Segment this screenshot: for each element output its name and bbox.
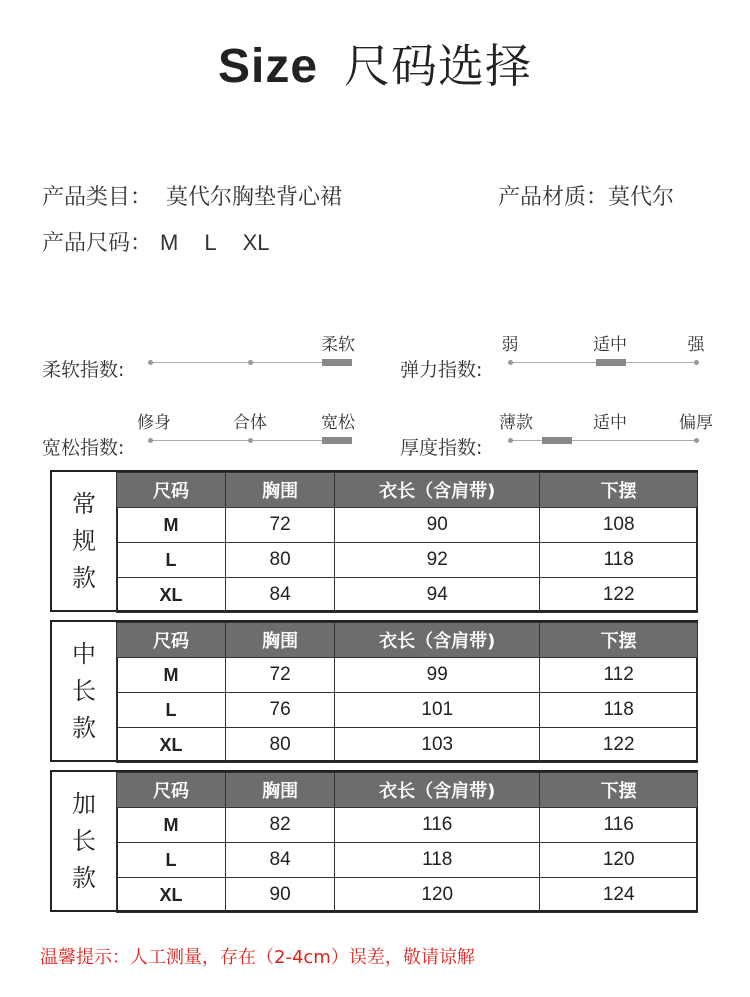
measurement-cell: 124 [540, 878, 698, 913]
style-label-char: 规 [72, 526, 96, 555]
index-tick: 薄款 [499, 413, 533, 433]
index-tick: 修身 [137, 413, 171, 433]
table-row [117, 728, 698, 763]
table-style-label [52, 772, 118, 910]
measurement-cell: 122 [540, 728, 698, 763]
measurement-cell: 76 [226, 693, 335, 728]
size-table [116, 472, 698, 613]
index-level-mark [322, 437, 352, 444]
measurement-cell: 120 [335, 878, 540, 913]
index-tick: 适中 [593, 335, 627, 355]
index-dot [248, 438, 253, 443]
column-header: 尺码 [117, 623, 226, 658]
size-option: L [204, 230, 217, 255]
size-cell: XL [117, 878, 226, 913]
table-header-row [117, 773, 698, 808]
softness-index [42, 328, 362, 388]
index-name: 柔软指数: [42, 359, 125, 381]
style-label-char: 款 [72, 713, 96, 742]
measurement-cell: 90 [335, 508, 540, 543]
index-tick: 适中 [593, 413, 627, 433]
measurement-cell: 92 [335, 543, 540, 578]
measurement-cell: 80 [226, 728, 335, 763]
column-header: 衣长（含肩带) [335, 773, 540, 808]
index-level-mark [596, 359, 626, 366]
index-name: 宽松指数: [42, 437, 125, 459]
style-label-char: 款 [72, 563, 96, 592]
table-row [117, 508, 698, 543]
index-dot [694, 438, 699, 443]
index-tick: 弱 [501, 335, 519, 355]
size-cell: L [117, 693, 226, 728]
size-cell: L [117, 843, 226, 878]
measurement-note: 温馨提示：人工测量，存在（2-4cm）误差，敬请谅解 [40, 947, 475, 968]
measurement-cell: 118 [540, 693, 698, 728]
style-label-char: 款 [72, 863, 96, 892]
measurement-cell: 80 [226, 543, 335, 578]
table-row [117, 578, 698, 613]
measurement-cell: 101 [335, 693, 540, 728]
measurement-cell: 90 [226, 878, 335, 913]
size-table-block [50, 470, 698, 612]
column-header: 胸围 [226, 473, 335, 508]
size-cell: M [117, 658, 226, 693]
size-table-block [50, 770, 698, 912]
category-label: 产品类目： [42, 185, 153, 210]
table-row [117, 808, 698, 843]
style-label-char: 中 [72, 639, 96, 668]
index-dot [694, 360, 699, 365]
index-dot [148, 438, 153, 443]
table-row [117, 693, 698, 728]
measurement-cell: 84 [226, 578, 335, 613]
table-header-row [117, 623, 698, 658]
column-header: 衣长（含肩带) [335, 623, 540, 658]
table-header-row [117, 473, 698, 508]
index-tick: 柔软 [321, 335, 355, 355]
measurement-cell: 82 [226, 808, 335, 843]
size-option: XL [242, 230, 270, 255]
measurement-cell: 108 [540, 508, 698, 543]
index-track [510, 440, 696, 441]
measurement-cell: 118 [335, 843, 540, 878]
measurement-cell: 112 [540, 658, 698, 693]
table-row [117, 878, 698, 913]
index-tick: 强 [687, 335, 705, 355]
size-table-block [50, 620, 698, 762]
measurement-cell: 116 [335, 808, 540, 843]
measurement-cell: 99 [335, 658, 540, 693]
size-table [116, 772, 698, 913]
measurement-cell: 122 [540, 578, 698, 613]
style-label-char: 长 [72, 826, 96, 855]
index-dot [248, 360, 253, 365]
measurement-cell: 84 [226, 843, 335, 878]
table-row [117, 658, 698, 693]
measurement-cell: 118 [540, 543, 698, 578]
material-info [498, 180, 674, 211]
size-info [42, 226, 296, 257]
size-option: M [160, 230, 179, 255]
size-cell: XL [117, 578, 226, 613]
style-label-char: 长 [72, 676, 96, 705]
index-tick: 偏厚 [679, 413, 713, 433]
index-tick: 宽松 [321, 413, 355, 433]
material-label: 产品材质： [498, 185, 609, 210]
index-dot [508, 360, 513, 365]
style-label-char: 加 [72, 789, 96, 818]
thickness-index [400, 406, 720, 466]
page-title [0, 30, 750, 96]
title-en: Size [217, 40, 319, 93]
column-header: 衣长（含肩带) [335, 473, 540, 508]
index-dot [148, 360, 153, 365]
style-label-char: 常 [72, 489, 96, 518]
measurement-cell: 103 [335, 728, 540, 763]
index-dot [508, 438, 513, 443]
table-style-label [52, 622, 118, 760]
measurement-cell: 120 [540, 843, 698, 878]
size-table [116, 622, 698, 763]
index-level-mark [322, 359, 352, 366]
measurement-cell: 72 [226, 508, 335, 543]
column-header: 胸围 [226, 773, 335, 808]
table-style-label [52, 472, 118, 610]
table-row [117, 843, 698, 878]
measurement-cell: 116 [540, 808, 698, 843]
column-header: 下摆 [540, 623, 698, 658]
column-header: 下摆 [540, 473, 698, 508]
size-cell: M [117, 808, 226, 843]
size-label: 产品尺码： [42, 231, 153, 256]
size-cell: M [117, 508, 226, 543]
column-header: 胸围 [226, 623, 335, 658]
column-header: 尺码 [117, 473, 226, 508]
index-name: 厚度指数: [400, 437, 483, 459]
measurement-cell: 94 [335, 578, 540, 613]
title-zh: 尺码选择 [344, 39, 533, 93]
size-cell: L [117, 543, 226, 578]
measurement-cell: 72 [226, 658, 335, 693]
category-value: 莫代尔胸垫背心裙 [166, 185, 343, 210]
table-row [117, 543, 698, 578]
material-value: 莫代尔 [608, 185, 675, 210]
index-level-mark [542, 437, 572, 444]
index-tick: 合体 [233, 413, 267, 433]
category-info [42, 180, 342, 211]
column-header: 下摆 [540, 773, 698, 808]
size-cell: XL [117, 728, 226, 763]
elasticity-index [400, 328, 720, 388]
index-name: 弹力指数: [400, 359, 483, 381]
looseness-index [42, 406, 362, 466]
column-header: 尺码 [117, 773, 226, 808]
